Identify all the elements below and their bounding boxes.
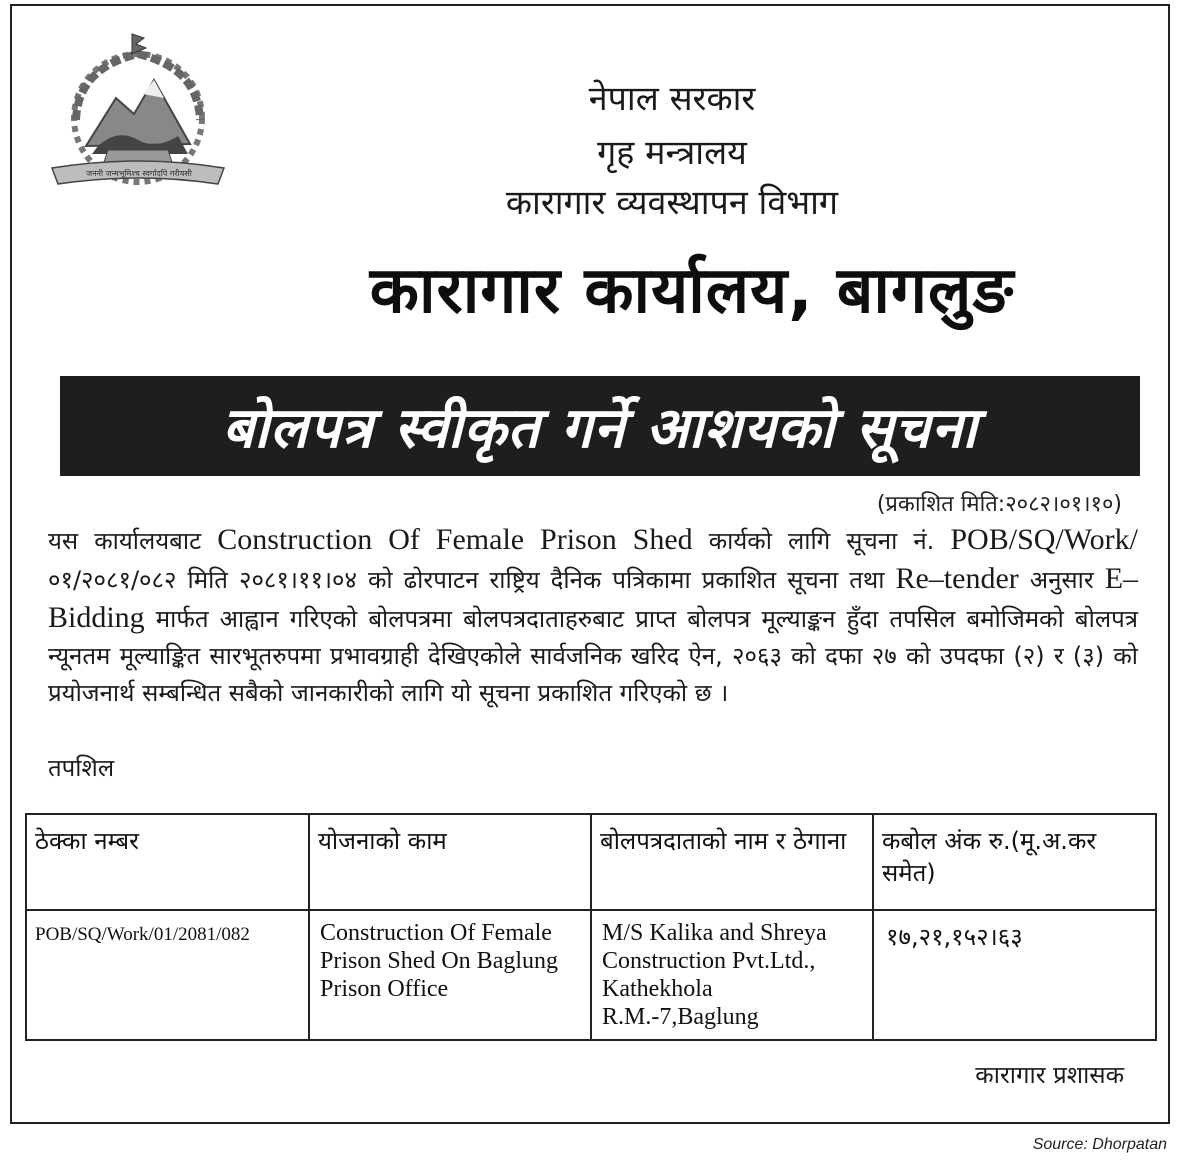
- header-bid-amount: कबोल अंक रु.(मू.अ.कर समेत): [873, 814, 1156, 910]
- ebidding-text: E–Bidding: [48, 562, 1139, 634]
- source-credit: Source: Dhorpatan: [1032, 1136, 1167, 1153]
- signatory-title: कारागार प्रशासक: [975, 1061, 1124, 1089]
- notice-body-part: अनुसार: [1018, 566, 1105, 594]
- details-label: तपशिल: [48, 754, 115, 782]
- notice-banner-title: बोलपत्र स्वीकृत गर्ने आशयको सूचना: [222, 396, 978, 461]
- header-bidder-name-address: बोलपत्रदाताको नाम र ठेगाना: [591, 814, 873, 910]
- retender-text: Re–tender: [895, 562, 1019, 595]
- government-name: नेपाल सरकार: [588, 79, 756, 119]
- table-header-row: [26, 814, 1156, 910]
- office-title: कारागार कार्यालय, बागलुङ: [369, 254, 1015, 328]
- cell-bidder: M/S Kalika and Shreya Construction Pvt.Ltd., Kathekhola R.M.-7,Baglung: [591, 910, 873, 1040]
- cell-project-work: Construction Of Female Prison Shed On Baglung Prison Office: [309, 910, 591, 1040]
- ministry-name: गृह मन्त्रालय: [597, 133, 747, 173]
- notice-body-part: मार्फत आह्वान गरिएको बोलपत्रमा बोलपत्रदाताहरुबाट प्राप्त बोलपत्र मूल्याङ्कन हुँदा तपसिल बमोजिमको बोलपत्र न्यूनतम मूल्याङ्कित सारभूतरुपमा प्रभावग्राही देखिएकोले सार्वजनिक खरिद ऐन, २०६३ को दफा २७ को उपदफा (२) र (३) को प्रयोजनार्थ सम्बन्धित सबैको जानकारीको लागि यो सूचना प्रकाशित गरिएको छ ।: [48, 605, 1138, 707]
- table-row: [26, 910, 1156, 1040]
- notice-body-part: कार्यको लागि सूचना नं.: [692, 527, 951, 555]
- emblem-motto: जननी जन्मभूमिश्च स्वर्गादपि गरीयसी: [86, 169, 192, 178]
- cell-contract-number: POB/SQ/Work/01/2081/082: [26, 910, 309, 1040]
- project-name-text: Construction Of Female Prison Shed: [217, 523, 693, 556]
- bid-details-table: [25, 813, 1157, 1041]
- notice-banner: [60, 376, 1140, 476]
- cell-bid-amount: १७,२१,१५२।६३: [873, 910, 1156, 1040]
- notice-body: [48, 521, 1138, 712]
- header-project-work: योजनाको काम: [309, 814, 591, 910]
- published-date: (प्रकाशित मिति:२०८२।०१।१०): [876, 492, 1122, 517]
- header-contract-number: ठेक्का नम्बर: [26, 814, 309, 910]
- notice-body-part: ०१/२०८१/०८२ मिति २०८१।११।०४ को ढोरपाटन राष्ट्रिय दैनिक पत्रिकामा प्रकाशित सूचना तथा: [48, 566, 896, 594]
- department-name: कारागार व्यवस्थापन विभाग: [505, 183, 839, 223]
- notice-body-part: यस कार्यालयबाट: [48, 527, 218, 555]
- notice-number-prefix: POB/SQ/Work/: [950, 523, 1138, 556]
